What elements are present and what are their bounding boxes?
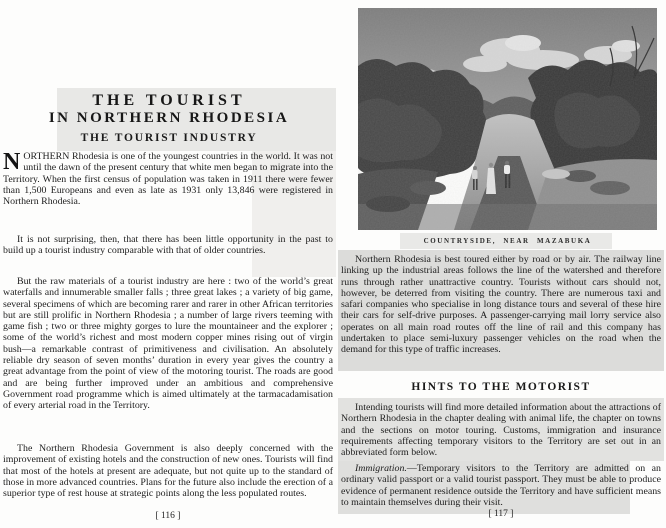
countryside-photo-art [358,8,657,230]
paragraph-4: The Northern Rhodesia Government is also deeply concerned with the improvement of existing hotels and the construction of new ones. Tourists will find that most of the hotels at present are adequate, but not quite up to the standard of those in more advanced countries. Plans for the future also include the erection of a superior type of rest house at strategic points along the less populated routes. [3,443,333,500]
paragraph-3: But the raw materials of a tourist industry are here : two of the world’s great waterfalls and innumerable smaller falls ; three great lakes ; a variety of big game, several specimens of which are becoming rarer and rarer in other African territories but are still prolific in Northern Rhodesia ; a number of large rivers teeming with game fish ; two or three mighty gorges to lure the mountaineer and the explorer ; some of the world’s richest and most modern copper mines rising out of virgin bush—a remarkable contrast of primitiveness and civilisation. An absolutely reliable dry season of seven months’ duration in every year gives the country a great advantage from the point of view of the motoring tourist. The roads are good and are being further improved under an ambitious and comprehensive Government road programme which is aimed ultimately at the tarmacadamisation of every arterial road in the Territory. [3,276,333,412]
paragraph-intending-tourists: Intending tourists will find more detailed information about the attractions of Northern Rhodesia in the chapter dealing with animal life, the chapter on towns and the sections on motor touring. Customs, immigration and insurance requirements affecting temporary visitors to the Territory are set out in an abbreviated form below. [341,402,661,459]
section-heading-tourist-industry: THE TOURIST INDUSTRY [80,132,258,144]
paragraph-immigration-text: —Temporary visitors to the Territory are admitted on an ordinary valid passport or a valid tourist passport. They must be able to produce evidence of permanent residence outside the Territory and have sufficient means to maintain themselves during their visit. [341,463,661,508]
countryside-photo [358,8,657,230]
paragraph-touring: Northern Rhodesia is best toured either by road or by air. The railway line linking up the industrial areas follows the line of the watershed and therefore runs through rather unattractive country. Tourists without cars should not, however, be deterred from visiting the country. There are numerous taxi and safari companies who specialise in long distance tours and several of these hire their cars for self-drive purposes. A passenger-carrying mail lorry service also operates on all main road routes off the line of rail and this company has undertaken to place semi-luxury passenger vehicles on the road when the demand for this type of traffic increases. [341,254,661,356]
section-heading-hints-to-motorist: HINTS TO THE MOTORIST [411,381,591,393]
page-title-line-1: THE TOURIST [92,92,246,109]
paragraph-1 [3,151,333,207]
dropcap-letter: N [3,149,21,175]
paragraph-immigration [341,463,661,508]
page-title-line-2: IN NORTHERN RHODESIA [48,110,290,126]
page-title [3,92,335,127]
page-number-left: [ 116 ] [155,511,181,521]
paragraph-1-text: ORTHERN Rhodesia is one of the youngest countries in the world. It was not until the dawn of the present century that white men began to migrate into the Territory. When the first census of population was taken in 1911 there were fewer than 1,500 Europeans and even as late as 1931 only 13,846 were registered in Northern Rhodesia. [3,151,333,208]
immigration-lead: Immigration. [355,463,407,474]
page-number-right: [ 117 ] [488,509,514,519]
photo-caption: COUNTRYSIDE, NEAR MAZABUKA [423,237,592,245]
paragraph-2: It is not surprising, then, that there has been little opportunity in the past to build up a tourist industry comparable with that of older countries. [3,234,333,257]
photo-grain [358,8,657,230]
